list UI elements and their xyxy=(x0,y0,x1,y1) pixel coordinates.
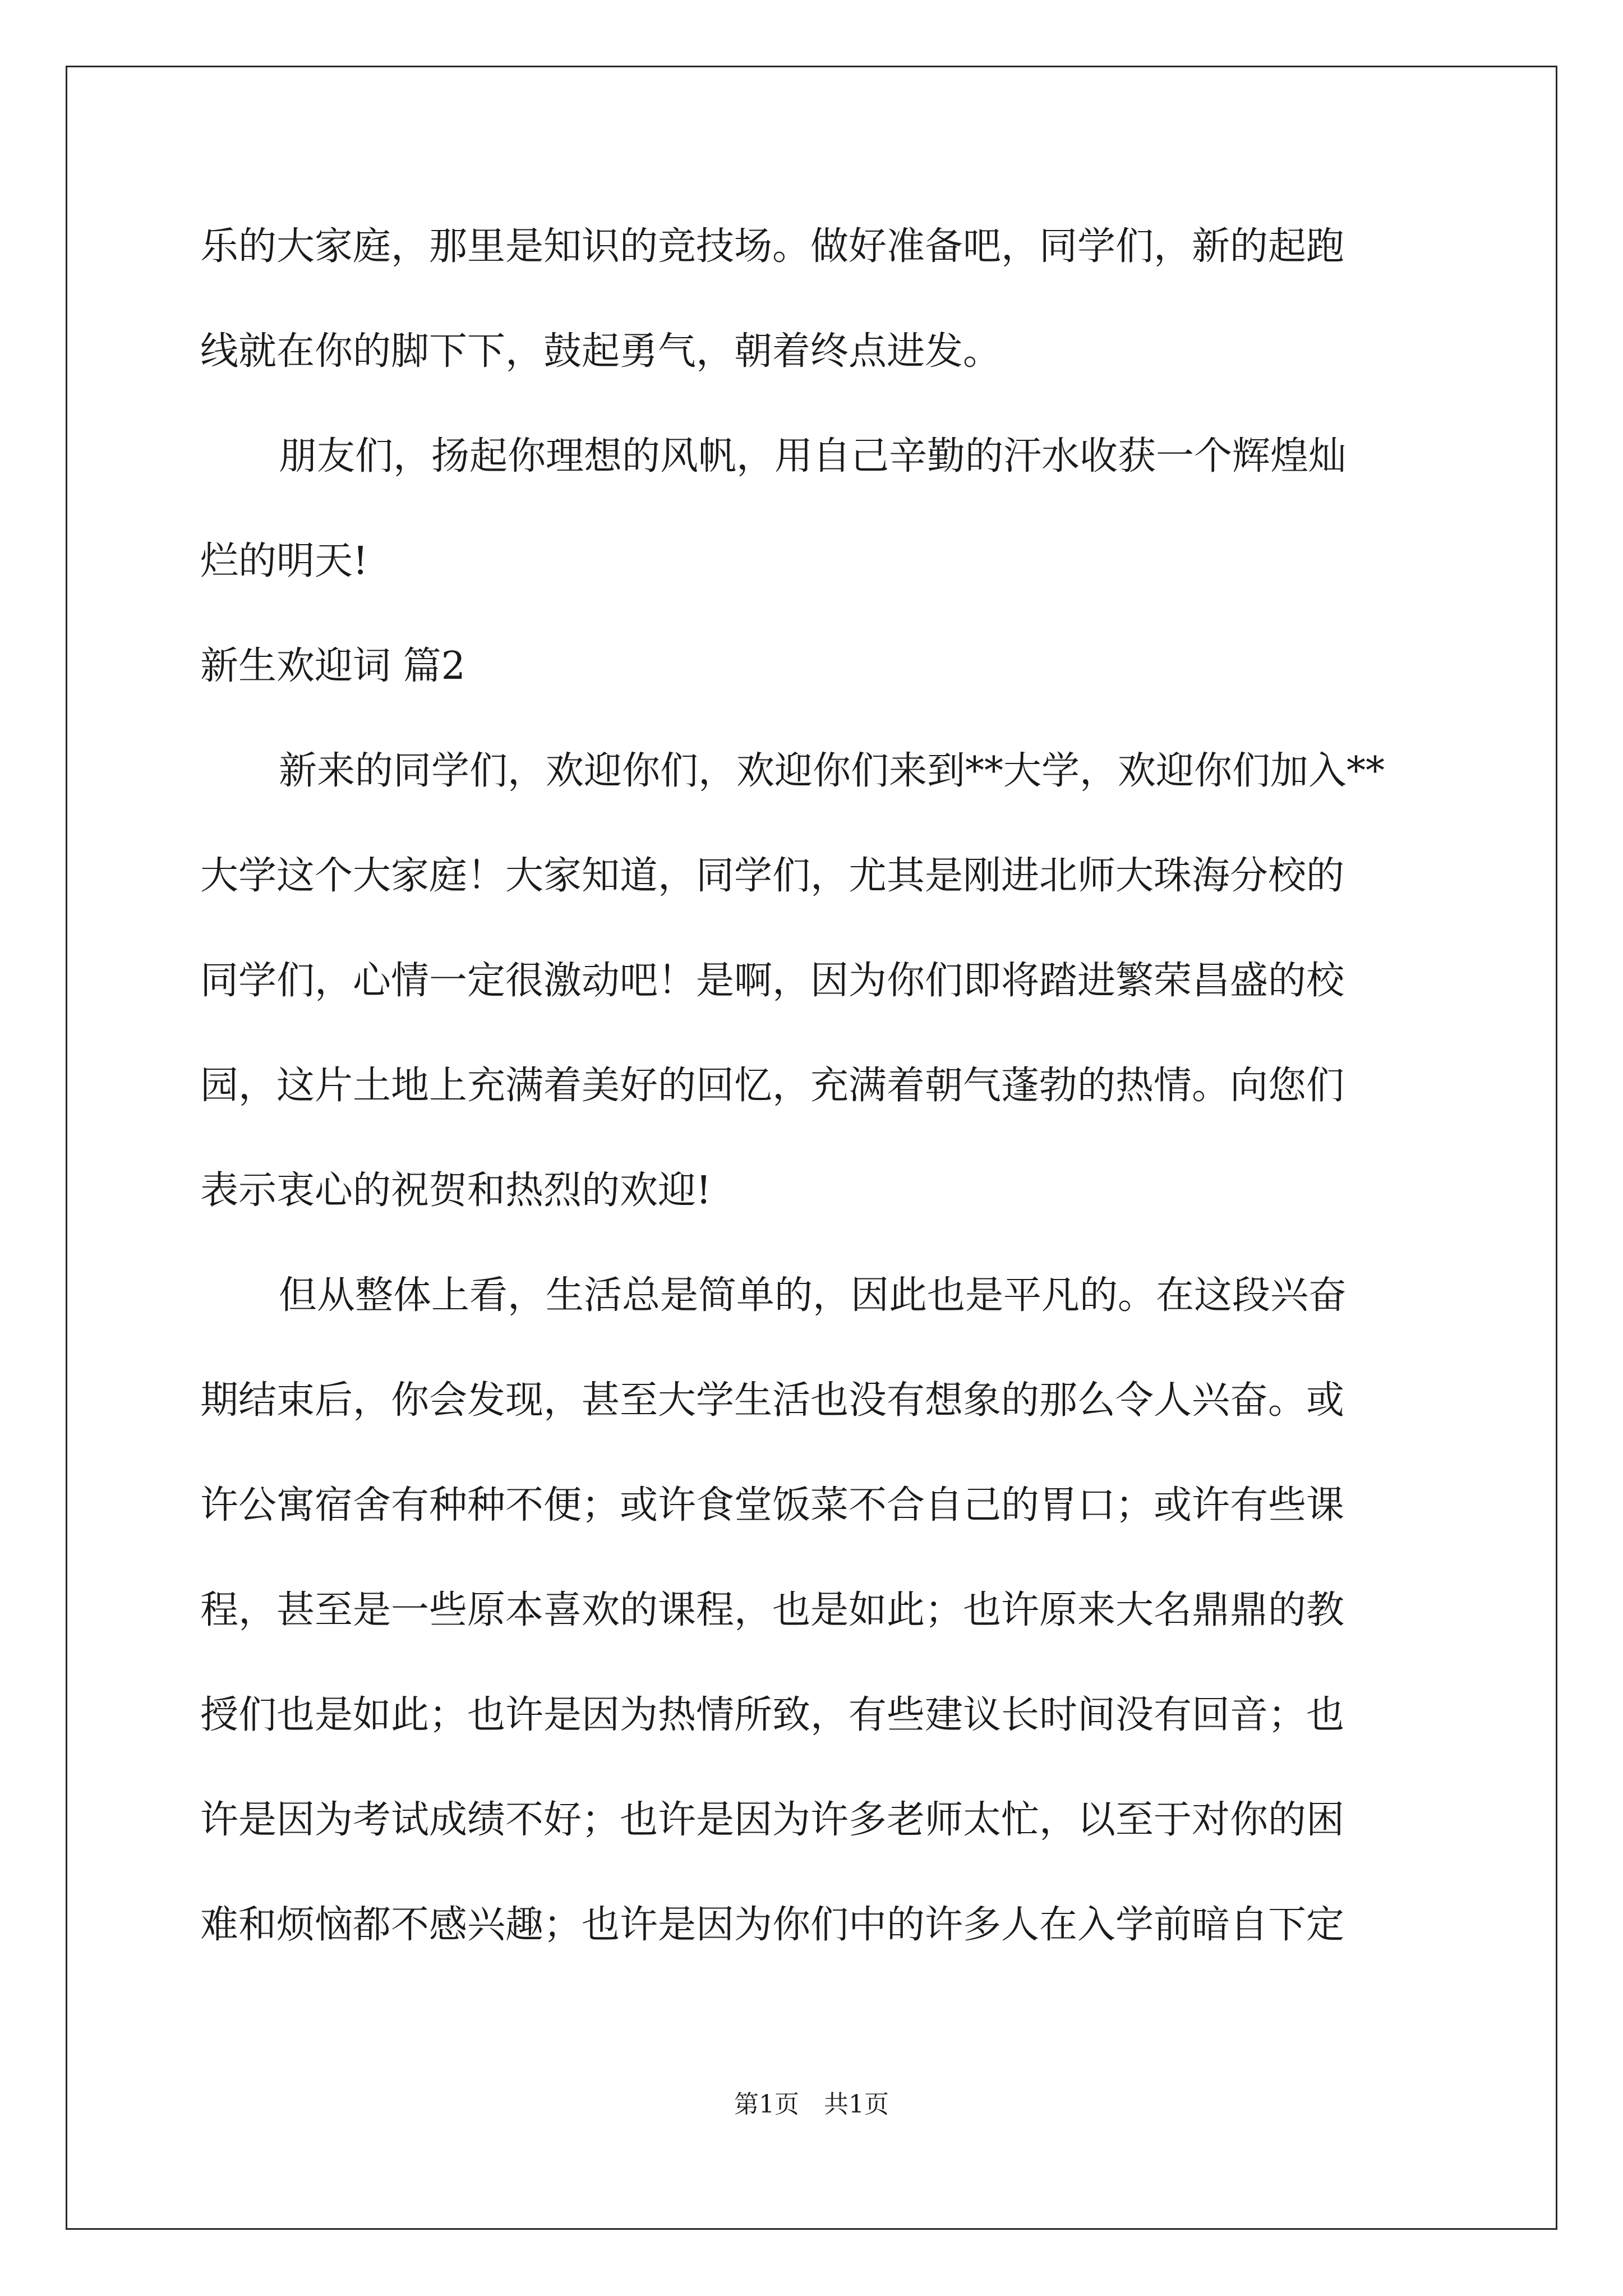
section-heading: 新生欢迎词 篇2 xyxy=(200,644,465,688)
paragraph-first-line: 朋友们，扬起你理想的风帆，用自己辛勤的汗水收获一个辉煌灿 xyxy=(279,434,1347,478)
text-line: 烂的明天! xyxy=(200,539,368,583)
text-line: 程，甚至是一些原本喜欢的课程，也是如此；也许原来大名鼎鼎的教 xyxy=(200,1588,1345,1632)
text-line: 许公寓宿舍有种种不便；或许食堂饭菜不合自己的胃口；或许有些课 xyxy=(200,1483,1345,1527)
paragraph-first-line: 新来的同学们，欢迎你们，欢迎你们来到**大学，欢迎你们加入** xyxy=(279,749,1385,793)
text-line: 许是因为考试成绩不好；也许是因为许多老师太忙，以至于对你的困 xyxy=(200,1798,1345,1842)
text-line: 同学们，心情一定很激动吧！是啊，因为你们即将踏进繁荣昌盛的校 xyxy=(200,959,1345,1003)
text-line: 乐的大家庭，那里是知识的竞技场。做好准备吧，同学们，新的起跑 xyxy=(200,224,1345,269)
text-line: 难和烦恼都不感兴趣；也许是因为你们中的许多人在入学前暗自下定 xyxy=(200,1903,1345,1947)
document-body xyxy=(200,213,1434,1996)
paragraph-first-line: 但从整体上看，生活总是简单的，因此也是平凡的。在这段兴奋 xyxy=(279,1273,1347,1318)
text-line: 授们也是如此；也许是因为热情所致，有些建议长时间没有回音；也 xyxy=(200,1693,1345,1737)
page-number-footer: 第1页 共1页 xyxy=(734,2090,889,2119)
text-line: 期结束后，你会发现，甚至大学生活也没有想象的那么令人兴奋。或 xyxy=(200,1378,1345,1423)
text-line: 线就在你的脚下下，鼓起勇气，朝着终点进发。 xyxy=(200,329,1002,374)
text-line: 表示衷心的祝贺和热烈的欢迎! xyxy=(200,1168,712,1213)
text-line: 园，这片土地上充满着美好的回忆，充满着朝气蓬勃的热情。向您们 xyxy=(200,1064,1345,1108)
text-line: 大学这个大家庭！大家知道，同学们，尤其是刚进北师大珠海分校的 xyxy=(200,854,1345,898)
